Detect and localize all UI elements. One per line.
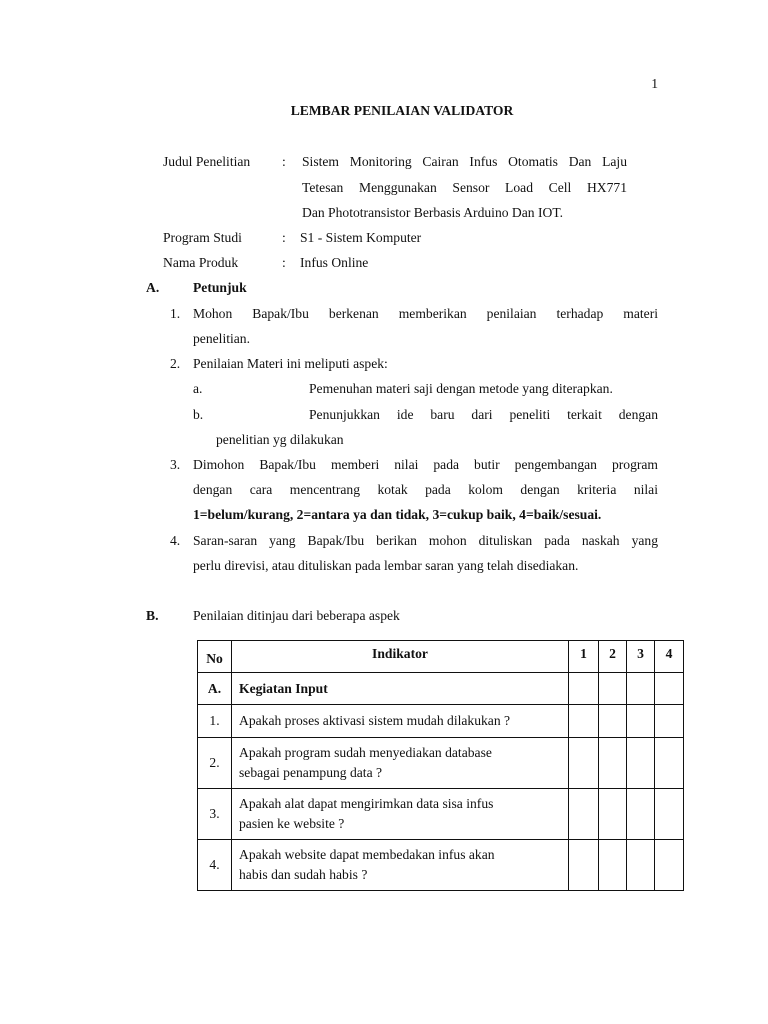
item-2b-continuation: penelitian yg dilakukan — [216, 432, 344, 447]
score-cell-1[interactable] — [569, 705, 599, 738]
header-score-4: 4 — [655, 641, 684, 673]
judul-line-1: Sistem Monitoring Cairan Infus Otomatis Dan Laju — [302, 154, 627, 169]
judul-label: Judul Penelitian — [163, 154, 251, 169]
score-cell-2[interactable] — [599, 673, 627, 705]
table-row — [198, 738, 684, 789]
score-cell-3[interactable] — [627, 673, 655, 705]
indicator-line: Apakah alat dapat mengirimkan data sisa infus — [239, 796, 494, 812]
row-no: 2. — [198, 738, 232, 789]
indicator-line: habis dan sudah habis ? — [239, 867, 368, 882]
prodi-colon: : — [282, 230, 286, 245]
produk-colon: : — [282, 255, 286, 270]
row-indicator — [232, 673, 569, 705]
score-cell-2[interactable] — [599, 705, 627, 738]
row-no: 4. — [198, 840, 232, 891]
score-cell-2[interactable] — [599, 840, 627, 891]
item-3-criteria: 1=belum/kurang, 2=antara ya dan tidak, 3=cukup baik, 4=baik/sesuai. — [193, 507, 602, 522]
table-row — [198, 705, 684, 738]
section-b-heading: Penilaian ditinjau dari beberapa aspek — [193, 608, 400, 623]
score-cell-2[interactable] — [599, 738, 627, 789]
item-3-line-2: dengan cara mencentrang kotak pada kolom dengan kriteria nilai — [193, 482, 658, 497]
judul-line-3: Dan Phototransistor Berbasis Arduino Dan IOT. — [302, 205, 564, 220]
score-cell-1[interactable] — [569, 673, 599, 705]
item-1-number: 1. — [170, 306, 181, 321]
item-1-line-1: Mohon Bapak/Ibu berkenan memberikan penilaian terhadap materi — [193, 306, 658, 321]
indicator-line: Apakah website dapat membedakan infus akan — [239, 847, 495, 863]
item-2b-letter: b. — [193, 407, 204, 422]
indicator-line: pasien ke website ? — [239, 816, 345, 831]
item-2a-letter: a. — [193, 381, 203, 396]
score-cell-3[interactable] — [627, 840, 655, 891]
section-a-heading: Petunjuk — [193, 280, 247, 295]
item-4-line-2: perlu direvisi, atau dituliskan pada lembar saran yang telah disediakan. — [193, 558, 579, 573]
score-cell-4[interactable] — [655, 738, 684, 789]
indicator-line: Apakah program sudah menyediakan database — [239, 745, 492, 761]
row-indicator — [232, 738, 569, 789]
item-3-number: 3. — [170, 457, 181, 472]
indicator-line: sebagai penampung data ? — [239, 765, 383, 780]
score-cell-3[interactable] — [627, 705, 655, 738]
judul-line-2: Tetesan Menggunakan Sensor Load Cell HX771 — [302, 180, 627, 195]
item-3-line-1: Dimohon Bapak/Ibu memberi nilai pada butir pengembangan program — [193, 457, 658, 472]
item-2-line-1: Penilaian Materi ini meliputi aspek: — [193, 356, 388, 371]
prodi-label: Program Studi — [163, 230, 242, 245]
prodi-value: S1 - Sistem Komputer — [300, 230, 422, 245]
table-row — [198, 840, 684, 891]
score-cell-4[interactable] — [655, 840, 684, 891]
score-cell-3[interactable] — [627, 738, 655, 789]
score-cell-1[interactable] — [569, 840, 599, 891]
header-no: No — [198, 641, 232, 673]
row-indicator — [232, 840, 569, 891]
row-no: 1. — [198, 705, 232, 738]
row-no: 3. — [198, 789, 232, 840]
table-row — [198, 673, 684, 705]
score-cell-1[interactable] — [569, 738, 599, 789]
header-score-1: 1 — [569, 641, 599, 673]
indicator-line: Kegiatan Input — [239, 680, 328, 696]
score-cell-1[interactable] — [569, 789, 599, 840]
item-1-line-2: penelitian. — [193, 331, 250, 346]
header-indikator: Indikator — [232, 641, 569, 673]
header-score-2: 2 — [599, 641, 627, 673]
assessment-table — [197, 640, 684, 891]
table-row — [198, 789, 684, 840]
document-title: LEMBAR PENILAIAN VALIDATOR — [290, 103, 514, 118]
indicator-line: Apakah proses aktivasi sistem mudah dilakukan ? — [239, 713, 511, 729]
item-2b-text: Penunjukkan ide baru dari peneliti terkait dengan — [309, 407, 658, 422]
row-indicator — [232, 789, 569, 840]
row-indicator — [232, 705, 569, 738]
item-4-number: 4. — [170, 533, 181, 548]
score-cell-2[interactable] — [599, 789, 627, 840]
section-a-letter: A. — [146, 280, 160, 295]
row-no: A. — [198, 673, 232, 705]
score-cell-4[interactable] — [655, 673, 684, 705]
produk-value: Infus Online — [300, 255, 369, 270]
score-cell-3[interactable] — [627, 789, 655, 840]
item-4-line-1: Saran-saran yang Bapak/Ibu berikan mohon dituliskan pada naskah yang — [193, 533, 658, 548]
page-number: 1 — [651, 76, 658, 91]
score-cell-4[interactable] — [655, 705, 684, 738]
section-b-letter: B. — [146, 608, 159, 623]
score-cell-4[interactable] — [655, 789, 684, 840]
item-2-number: 2. — [170, 356, 181, 371]
judul-colon: : — [282, 154, 286, 169]
produk-label: Nama Produk — [163, 255, 239, 270]
item-2a-text: Pemenuhan materi saji dengan metode yang diterapkan. — [309, 381, 613, 396]
header-score-3: 3 — [627, 641, 655, 673]
table-header-row — [198, 641, 684, 673]
